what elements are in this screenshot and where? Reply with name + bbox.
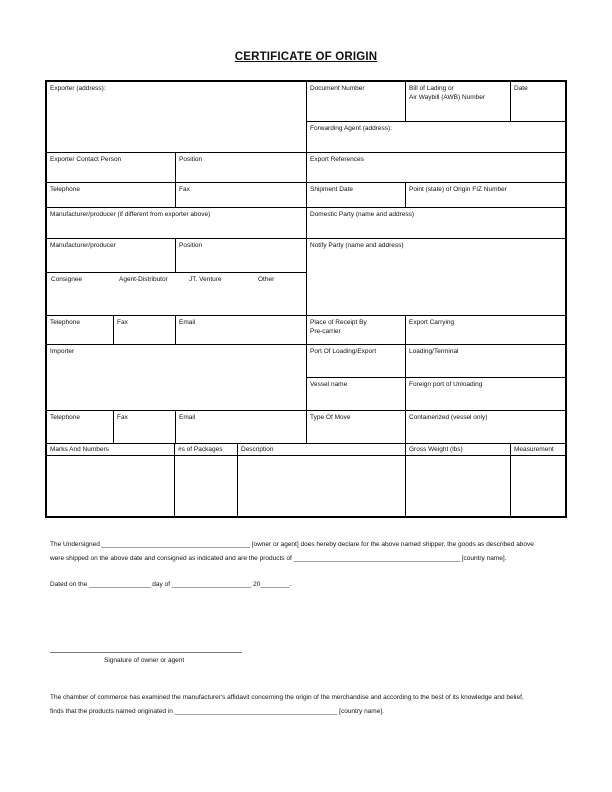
field-importer[interactable] (47, 344, 306, 410)
marks-and-numbers-label: Marks And Numbers (50, 446, 109, 453)
point-of-origin-label: Point (state) of Origin FIZ Number (409, 186, 507, 193)
shipment-date-label: Shipment Date (310, 186, 353, 193)
gross-weight-label: Gross Weight (lbs) (409, 446, 463, 453)
notify-party-label: Notify Party (name and address) (310, 242, 404, 249)
agent-distributor-label: Agent-Distributor (119, 276, 168, 283)
export-references-label: Export References (310, 156, 364, 163)
field-measurement-entry[interactable] (510, 455, 565, 516)
type-of-move-label: Type Of Move (310, 414, 351, 421)
field-telephone-1[interactable] (47, 182, 175, 207)
email-2-label: Email (179, 414, 196, 421)
measurement-label: Measurement (514, 446, 554, 453)
declaration-line-1: The Undersigned _________________________________________ [owner or agent] does hereby declare for the above named shipper, the goods as described above (50, 541, 534, 548)
field-shipment-date[interactable] (306, 182, 405, 207)
header-packages (174, 443, 237, 455)
field-consignee-type[interactable] (47, 272, 306, 315)
field-fax-3[interactable] (113, 410, 175, 443)
field-export-carrying[interactable] (405, 315, 565, 344)
field-manufacturer-if-different[interactable] (47, 207, 306, 238)
port-of-loading-label: Port Of Loading/Export (310, 348, 377, 355)
packages-label: #s of Packages (178, 446, 223, 453)
containerized-label: Containerized (vessel only) (409, 414, 488, 421)
description-label: Description (241, 446, 274, 453)
email-1-label: Email (179, 319, 196, 326)
field-email-2[interactable] (175, 410, 306, 443)
bill-of-lading-label-1: Bill of Lading or (409, 85, 454, 92)
field-fax-1[interactable] (175, 182, 306, 207)
field-type-of-move[interactable] (306, 410, 405, 443)
manufacturer-label: Manufacturer/producer (50, 242, 116, 249)
field-marks-and-numbers-entry[interactable] (47, 455, 174, 516)
field-loading-terminal[interactable] (405, 344, 565, 377)
jt-venture-label: JT. Venture (189, 276, 222, 283)
exporter-contact-person-label: Exporter Contact Person (50, 156, 122, 163)
telephone-3-label: Telephone (50, 414, 80, 421)
exporter-address-label: Exporter (address): (50, 85, 106, 92)
declaration-line-2: were shipped on the above date and consigned as indicated and are the products of ______________________________________________ [country name]. (50, 555, 507, 562)
field-packages-entry[interactable] (174, 455, 237, 516)
forwarding-agent-label: Forwarding Agent (address): (310, 125, 393, 132)
export-carrying-label: Export Carrying (409, 319, 455, 326)
field-foreign-port-unloading[interactable] (405, 377, 565, 410)
header-marks-and-numbers (47, 443, 174, 455)
field-telephone-3[interactable] (47, 410, 113, 443)
fax-1-label: Fax (179, 186, 190, 193)
field-manufacturer[interactable] (47, 238, 175, 272)
document-number-label: Document Number (310, 85, 365, 92)
telephone-2-label: Telephone (50, 319, 80, 326)
field-notify-party[interactable] (306, 238, 565, 315)
field-position-2[interactable] (175, 238, 306, 272)
position-1-label: Position (179, 156, 203, 163)
field-description-entry[interactable] (237, 455, 405, 516)
field-gross-weight-entry[interactable] (405, 455, 510, 516)
position-2-label: Position (179, 242, 203, 249)
telephone-1-label: Telephone (50, 186, 80, 193)
loading-terminal-label: Loading/Terminal (409, 348, 459, 355)
other-label: Other (258, 276, 275, 283)
header-measurement (510, 443, 565, 455)
foreign-port-unloading-label: Foreign port of Unloading (409, 381, 483, 388)
chamber-line-2: finds that the products named originated in _____________________________________________ [country name]. (50, 708, 384, 715)
fax-3-label: Fax (117, 414, 128, 421)
field-date[interactable] (510, 82, 565, 121)
field-exporter-address[interactable] (47, 82, 306, 152)
consignee-label: Consignee (51, 276, 83, 283)
field-vessel-name[interactable] (306, 377, 405, 410)
field-email-1[interactable] (175, 315, 306, 344)
field-forwarding-agent[interactable] (306, 121, 565, 152)
place-of-receipt-label-2: Pre-carrier (310, 328, 341, 336)
place-of-receipt-label-1: Place of Receipt By (310, 319, 367, 326)
header-gross-weight (405, 443, 510, 455)
domestic-party-label: Domestic Party (name and address) (310, 211, 415, 218)
fax-2-label: Fax (117, 319, 128, 326)
field-containerized[interactable] (405, 410, 565, 443)
manufacturer-if-different-label: Manufacturer/producer (if different from exporter above) (50, 211, 211, 218)
dated-line: Dated on the _________________ day of ______________________ 20________. (50, 581, 292, 588)
field-telephone-2[interactable] (47, 315, 113, 344)
field-point-of-origin[interactable] (405, 182, 565, 207)
field-fax-2[interactable] (113, 315, 175, 344)
page-title: CERTIFICATE OF ORIGIN (234, 51, 378, 63)
field-place-of-receipt[interactable] (306, 315, 405, 344)
chamber-line-1: The chamber of commerce has examined the manufacturer's affidavit concerning the origin of the merchandise and according to the best of its knowledge and belief, (50, 694, 524, 701)
field-port-of-loading[interactable] (306, 344, 405, 377)
field-bill-of-lading[interactable] (405, 82, 510, 121)
field-export-references[interactable] (306, 152, 565, 182)
date-label: Date (514, 85, 528, 92)
signature-line[interactable] (50, 652, 242, 653)
importer-label: Importer (50, 348, 75, 355)
field-position-1[interactable] (175, 152, 306, 182)
vessel-name-label: Vessel name (310, 381, 348, 388)
certificate-form-table (45, 80, 567, 518)
field-document-number[interactable] (306, 82, 405, 121)
field-exporter-contact-person[interactable] (47, 152, 175, 182)
signature-label: Signature of owner or agent (104, 657, 185, 664)
header-description (237, 443, 405, 455)
field-domestic-party[interactable] (306, 207, 565, 238)
bill-of-lading-label-2: Air Waybill (AWB) Number (409, 94, 486, 102)
